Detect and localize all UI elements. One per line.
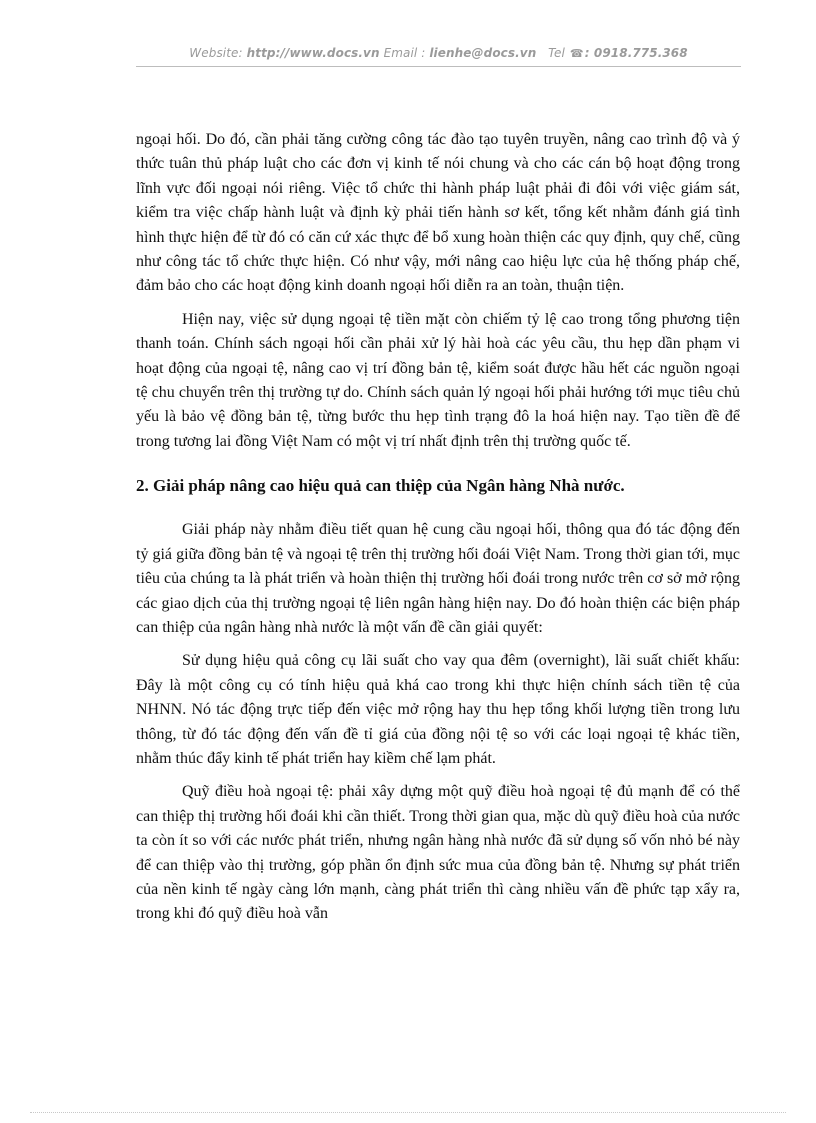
tel-label: Tel xyxy=(548,46,565,60)
spacer xyxy=(136,454,740,474)
website-value: http://www.docs.vn xyxy=(246,46,380,60)
paragraph-4: Sử dụng hiệu quả công cụ lãi suất cho vay qua đêm (overnight), lãi suất chiết khấu: Đây là một công cụ có tính hiệu quả khá cao trong khi thực hiện chính sách tiền tệ của NHNN. Nó tác động trực tiếp đến việc mở rộng hay thu hẹp tổng khối lượng tiền trong lưu thông, từ đó tác động đến vấn đề tỉ giá của đồng nội tệ so với các loại ngoại tệ khác tiền, nhằm thúc đẩy kinh tế phát triển hay kiềm chế lạm phát. xyxy=(136,652,740,767)
document-body xyxy=(136,128,740,927)
footer-divider xyxy=(30,1112,786,1113)
section-heading: 2. Giải pháp nâng cao hiệu quả can thiệp của Ngân hàng Nhà nước. xyxy=(136,476,625,496)
spacer xyxy=(136,498,740,518)
header-divider xyxy=(136,66,741,67)
paragraph-1: ngoại hối. Do đó, cần phải tăng cường công tác đào tạo tuyên truyền, nâng cao trình độ và ý thức tuân thủ pháp luật cho các đơn vị kinh tế nói chung và cho các cán bộ hoạt động trong lĩnh vực đối ngoại nói riêng. Việc tổ chức thi hành pháp luật phải đi đôi với việc giám sát, kiểm tra việc chấp hành luật và định kỳ phải tiến hành sơ kết, tổng kết nhằm đánh giá tình hình thực hiện để từ đó có căn cứ xác thực để bổ xung hoàn thiện các quy định, quy chế, cũng như công tác tổ chức thực hiện. Có như vậy, mới nâng cao hiệu lực của hệ thống pháp chế, đảm bảo cho các hoạt động kinh doanh ngoại hối diễn ra an toàn, thuận tiện. xyxy=(136,131,740,295)
paragraph-5: Quỹ điều hoà ngoại tệ: phải xây dựng một quỹ điều hoà ngoại tệ đủ mạnh để có thể can thiệp thị trường hối đoái khi cần thiết. Trong thời gian qua, mặc dù quỹ điều hoà của nước ta còn ít so với các nước phát triển, nhưng ngân hàng nhà nước đã sử dụng số vốn nhỏ bé này để can thiệp vào thị trường, góp phần ổn định sức mua của đồng bản tệ. Nhưng sự phát triển của nền kinh tế ngày càng lớn mạnh, càng phát triển thì càng nhiều vấn đề phức tạp xẩy ra, trong khi đó quỹ điều hoà vẫn xyxy=(136,783,740,923)
paragraph-3: Giải pháp này nhằm điều tiết quan hệ cung cầu ngoại hối, thông qua đó tác động đến tỷ giá giữa đồng bản tệ và ngoại tệ trên thị trường hối đoái Việt Nam. Trong thời gian tới, mục tiêu của chúng ta là phát triển và hoàn thiện thị trường hối đoái trong nước trên cơ sở mở rộng các giao dịch của thị trường ngoại tệ liên ngân hàng hiện nay. Do đó hoàn thiện các biện pháp can thiệp của ngân hàng nhà nước là một vấn đề cần giải quyết: xyxy=(136,521,740,636)
spacer xyxy=(136,299,740,308)
page-header xyxy=(136,46,741,66)
email-label: Email : xyxy=(383,46,426,60)
tel-value: : 0918.775.368 xyxy=(584,46,688,60)
phone-icon: ☎ xyxy=(569,47,584,60)
website-label: Website: xyxy=(189,46,243,60)
paragraph-2: Hiện nay, việc sử dụng ngoại tệ tiền mặt còn chiếm tỷ lệ cao trong tổng phương tiện thanh toán. Chính sách ngoại hối cần phải xử lý hài hoà các yêu cầu, thu hẹp dần phạm vi hoạt động của ngoại tệ, nâng cao vị trí đồng bản tệ, kiểm soát được hầu hết các nguồn ngoại tệ chu chuyển trên thị trường tự do. Chính sách quản lý ngoại hối phải hướng tới mục tiêu chủ yếu là bảo vệ đồng bản tệ, từng bước thu hẹp tình trạng đô la hoá hiện nay. Tạo tiền đề để trong tương lai đồng Việt Nam có một vị trí nhất định trên thị trường quốc tế. xyxy=(136,310,740,450)
spacer xyxy=(136,640,740,649)
spacer xyxy=(136,771,740,780)
email-value: lienhe@docs.vn xyxy=(429,46,537,60)
